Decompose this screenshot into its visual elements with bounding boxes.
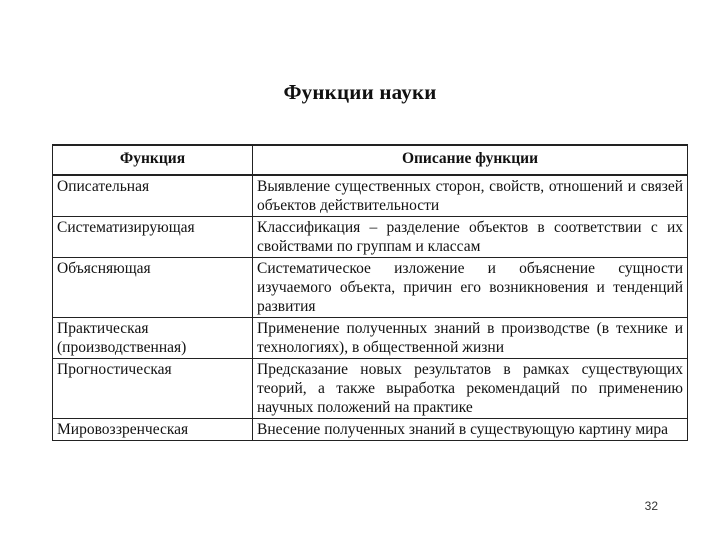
function-description: Применение полученных знаний в производстве (в технике и технологиях), в общественной жизни xyxy=(253,318,688,359)
table-row xyxy=(53,258,688,318)
table-row xyxy=(53,217,688,258)
function-description: Внесение полученных знаний в существующую картину мира xyxy=(253,419,688,441)
table-header-row xyxy=(53,145,688,175)
function-name: Систематизирующая xyxy=(53,217,253,258)
page-number: 32 xyxy=(644,499,658,513)
table-row xyxy=(53,318,688,359)
table-row xyxy=(53,419,688,441)
table-row xyxy=(53,175,688,217)
header-description: Описание функции xyxy=(253,145,688,175)
functions-table xyxy=(52,144,688,441)
function-description: Выявление существенных сторон, свойств, отношений и связей объектов действительности xyxy=(253,175,688,217)
function-description: Классификация – разделение объектов в соответствии с их свойствами по группам и классам xyxy=(253,217,688,258)
function-name: Прогностическая xyxy=(53,359,253,419)
function-description: Систематическое изложение и объяснение сущности изучаемого объекта, причин его возникновения и тенденций развития xyxy=(253,258,688,318)
table-row xyxy=(53,359,688,419)
header-function: Функция xyxy=(53,145,253,175)
function-name: Мировоззренческая xyxy=(53,419,253,441)
function-description: Предсказание новых результатов в рамках существующих теорий, а также выработка рекомендаций по применению научных положений на практике xyxy=(253,359,688,419)
function-name: Описательная xyxy=(53,175,253,217)
function-name: Объясняющая xyxy=(53,258,253,318)
function-name: Практическая (производственная) xyxy=(53,318,253,359)
slide-title: Функции науки xyxy=(283,80,437,104)
